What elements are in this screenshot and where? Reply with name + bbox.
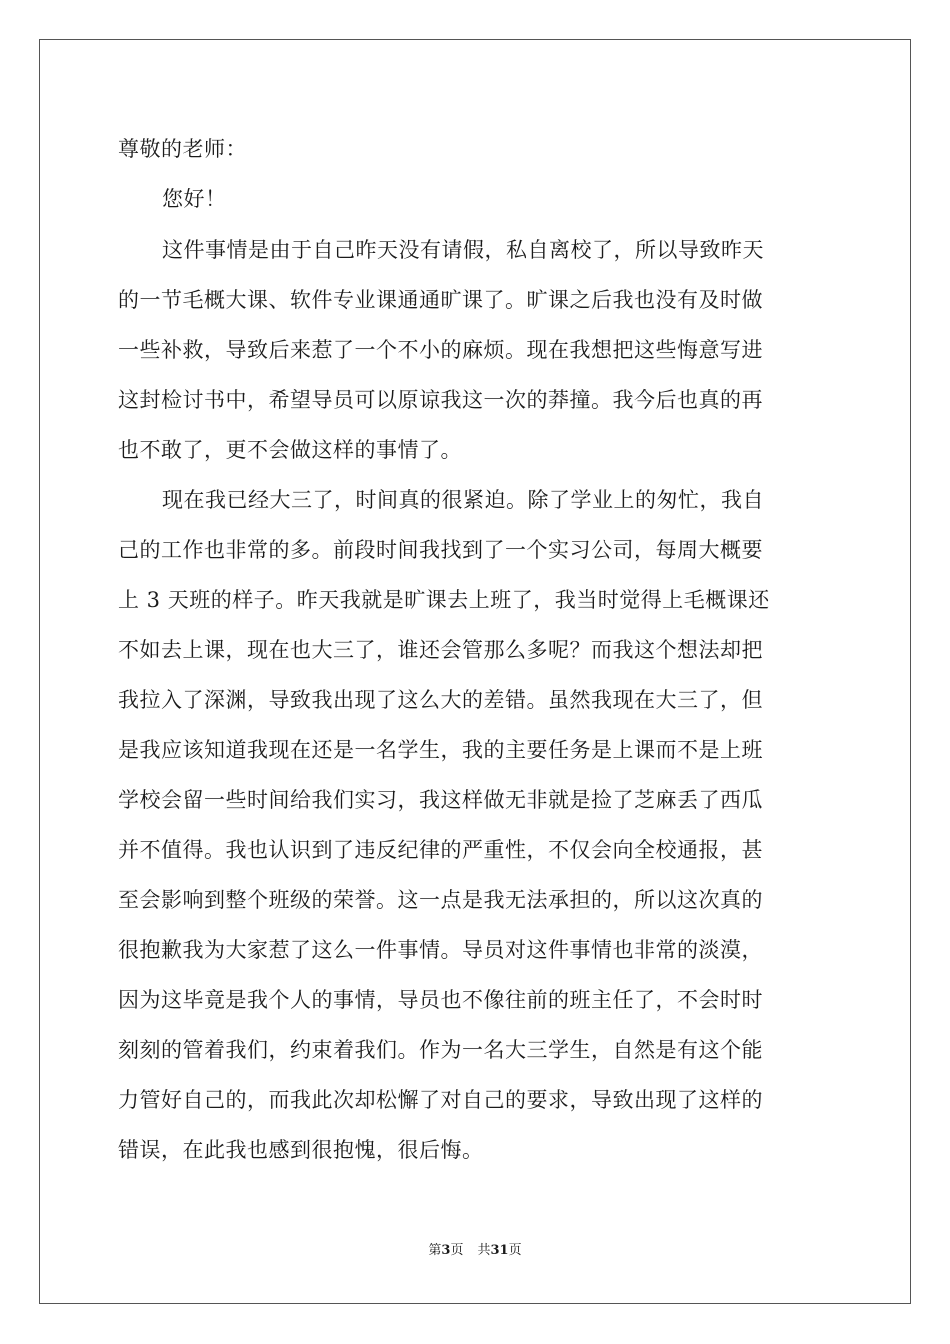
paragraph-1-line-4: 这封检讨书中，希望导员可以原谅我这一次的莽撞。我今后也真的再 <box>118 388 763 412</box>
paragraph-2-line-4: 不如去上课，现在也大三了，谁还会管那么多呢？而我这个想法却把 <box>118 638 763 662</box>
paragraph-2-line-11: 因为这毕竟是我个人的事情，导员也不像往前的班主任了，不会时时 <box>118 988 763 1012</box>
paragraph-2-line-10: 很抱歉我为大家惹了这么一件事情。导员对这件事情也非常的淡漠， <box>118 938 763 962</box>
page-footer <box>0 1242 950 1260</box>
paragraph-2-line-9: 至会影响到整个班级的荣誉。这一点是我无法承担的，所以这次真的 <box>118 888 763 912</box>
paragraph-2-line-3: 上 3 天班的样子。昨天我就是旷课去上班了，我当时觉得上毛概课还 <box>118 588 770 612</box>
paragraph-2-line-8: 并不值得。我也认识到了违反纪律的严重性，不仅会向全校通报，甚 <box>118 838 763 862</box>
page-suffix: 页 <box>450 1243 464 1258</box>
paragraph-2-line-6: 是我应该知道我现在还是一名学生，我的主要任务是上课而不是上班 <box>118 738 763 762</box>
salutation: 尊敬的老师： <box>118 137 247 161</box>
paragraph-2-line-2: 己的工作也非常的多。前段时间我找到了一个实习公司，每周大概要 <box>118 538 763 562</box>
paragraph-1-line-3: 一些补救，导致后来惹了一个不小的麻烦。现在我想把这些悔意写进 <box>118 338 763 362</box>
paragraph-2-line-7: 学校会留一些时间给我们实习，我这样做无非就是捡了芝麻丢了西瓜 <box>118 788 763 812</box>
paragraph-2-line-5: 我拉入了深渊，导致我出现了这么大的差错。虽然我现在大三了，但 <box>118 688 763 712</box>
paragraph-2-line-13: 力管好自己的，而我此次却松懈了对自己的要求，导致出现了这样的 <box>118 1088 763 1112</box>
page-prefix: 第 <box>428 1243 442 1258</box>
paragraph-1-line-1: 这件事情是由于自己昨天没有请假，私自离校了，所以导致昨天 <box>162 238 764 262</box>
total-prefix: 共 <box>477 1243 491 1258</box>
page-current-number: 3 <box>441 1243 451 1258</box>
paragraph-2-line-1: 现在我已经大三了，时间真的很紧迫。除了学业上的匆忙，我自 <box>162 488 764 512</box>
greeting: 您好！ <box>162 187 227 211</box>
paragraph-2-line-12: 刻刻的管着我们，约束着我们。作为一名大三学生，自然是有这个能 <box>118 1038 763 1062</box>
paragraph-1-line-2: 的一节毛概大课、软件专业课通通旷课了。旷课之后我也没有及时做 <box>118 288 763 312</box>
paragraph-2-line-14: 错误，在此我也感到很抱愧，很后悔。 <box>118 1138 484 1162</box>
page-border <box>39 39 911 1304</box>
paragraph-1-line-5: 也不敢了，更不会做这样的事情了。 <box>118 438 462 462</box>
page-total-number: 31 <box>490 1243 509 1258</box>
total-suffix: 页 <box>508 1243 522 1258</box>
